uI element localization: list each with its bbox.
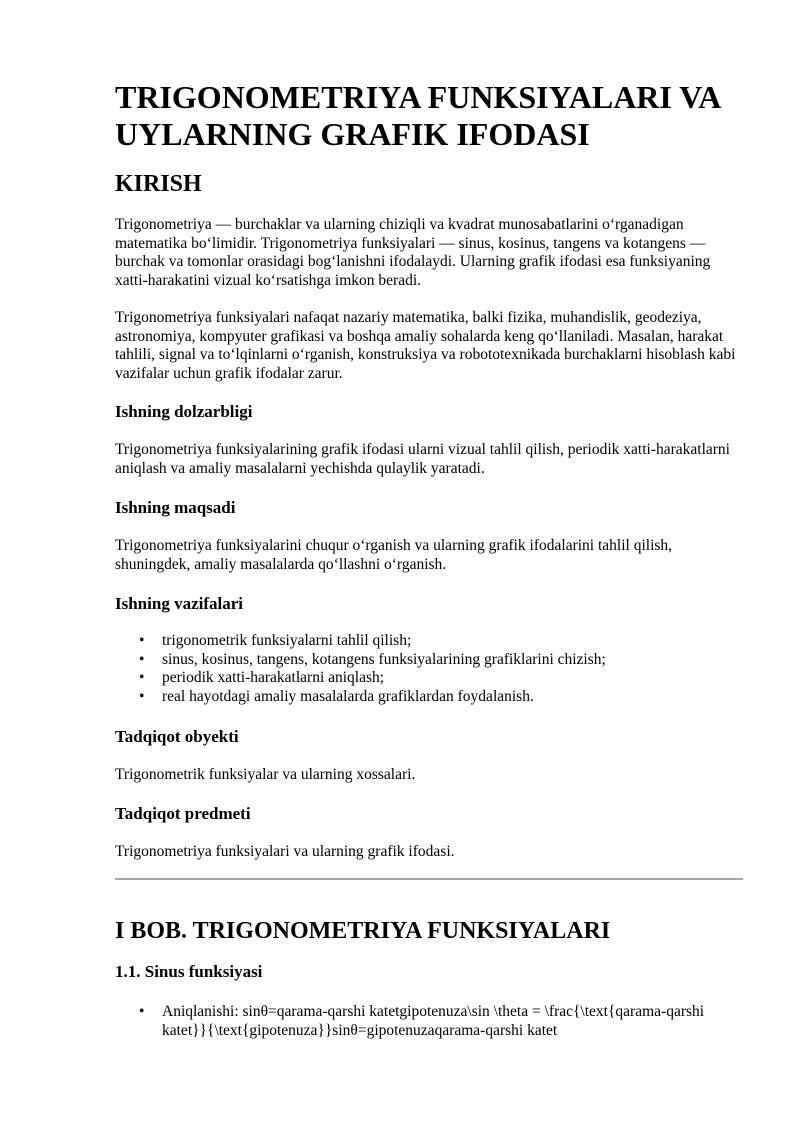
chapter-heading: I BOB. TRIGONOMETRIYA FUNKSIYALARI xyxy=(115,918,611,944)
list-item-text: real hayotdagi amaliy masalalarda grafiklardan foydalanish. xyxy=(162,687,534,705)
bullet-icon: • xyxy=(139,687,145,705)
maqsad-paragraph: Trigonometriya funksiyalarini chuqur o‘rganish va ularning grafik ifodalarini tahlil qilish, shuningdek, amaliy masalalarda qo‘llashni o‘rganish. xyxy=(115,537,673,573)
bullet-icon: • xyxy=(139,650,145,668)
kirish-paragraph-1: Trigonometriya — burchaklar va ularning chiziqli va kvadrat munosabatlarini o‘rganadigan matematika bo‘limidir. Trigonometriya funksiyalari — sinus, kosinus, tangens va kotangens — burchak va tomonlar orasidagi bog‘lanishni ifodalaydi. Ularning grafik ifodasi esa funksiyaning xatti-harakatini vizual ko‘rsatishga imkon beradi. xyxy=(115,216,711,289)
sinus-list xyxy=(115,1003,743,1040)
subsection-heading-sinus: 1.1. Sinus funksiyasi xyxy=(115,962,263,981)
list-item xyxy=(115,669,743,688)
dolzarblik-paragraph: Trigonometriya funksiyalarining grafik ifodasi ularni vizual tahlil qilish, periodik xatti-harakatlarni aniqlash va amaliy masalalarni yechishda qulaylik yaratadi. xyxy=(115,441,730,477)
list-item-text: sinus, kosinus, tangens, kotangens funksiyalarining grafiklarini chizish; xyxy=(162,650,606,668)
subheading-dolzarblik: Ishning dolzarbligi xyxy=(115,402,253,421)
subheading-maqsad: Ishning maqsadi xyxy=(115,498,236,517)
obyekt-paragraph: Trigonometrik funksiyalar va ularning xossalari. xyxy=(115,766,416,783)
bullet-icon: • xyxy=(139,1003,145,1020)
list-item-text: trigonometrik funksiyalarni tahlil qilish; xyxy=(162,632,412,649)
section-heading-kirish: KIRISH xyxy=(115,171,202,197)
vazifalar-list xyxy=(115,632,743,706)
list-item-text: Aniqlanishi: sinθ=qarama-qarshi katetgipotenuza\sin \theta = \frac{\text{qarama-qarshi katet}}{\text{gipotenuza}}sinθ=gipotenuzaqarama-qarshi katet xyxy=(162,1003,705,1039)
subheading-obyekt: Tadqiqot obyekti xyxy=(115,727,239,746)
bullet-icon: • xyxy=(139,632,145,649)
predmet-paragraph: Trigonometriya funksiyalari va ularning grafik ifodasi. xyxy=(115,843,455,860)
list-item xyxy=(115,1003,743,1040)
subheading-predmet: Tadqiqot predmeti xyxy=(115,804,251,823)
list-item xyxy=(115,651,743,670)
list-item xyxy=(115,688,743,707)
bullet-icon: • xyxy=(139,669,145,687)
section-divider xyxy=(115,878,743,880)
list-item-text: periodik xatti-harakatlarni aniqlash; xyxy=(162,669,385,687)
kirish-paragraph-2: Trigonometriya funksiyalari nafaqat nazariy matematika, balki fizika, muhandislik, geodeziya, astronomiya, kompyuter grafikasi va boshqa amaliy sohalarda keng qo‘llaniladi. Masalan, harakat tahlili, signal va to‘lqinlarni o‘rganish, konstruksiya va robototexnikada burchaklarni hisoblash kabi vazifalar uchun grafik ifodalar zarur. xyxy=(115,309,736,382)
list-item xyxy=(115,632,743,651)
subheading-vazifalar: Ishning vazifalari xyxy=(115,594,243,613)
document-title: TRIGONOMETRIYA FUNKSIYALARI VA UYLARNING GRAFIK IFODASI xyxy=(115,79,720,152)
